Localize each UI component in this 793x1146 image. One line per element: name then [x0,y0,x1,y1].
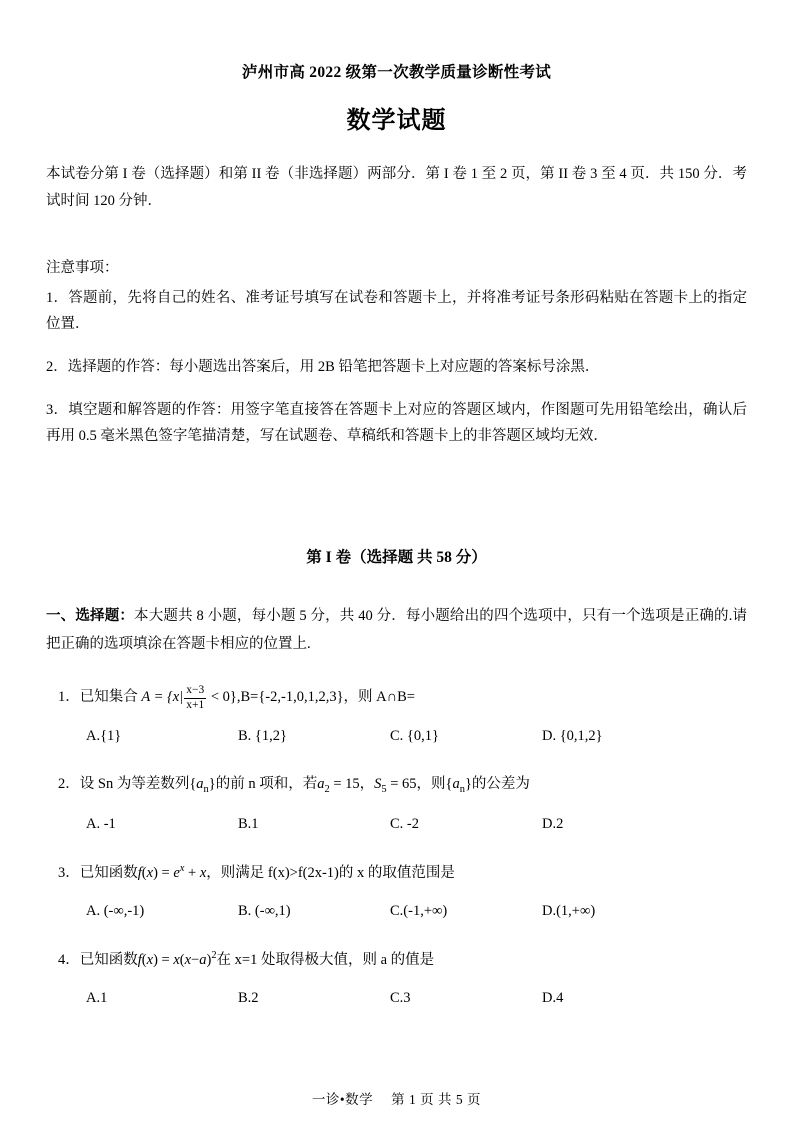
question-1-fraction-numerator: x−3 [186,684,205,697]
question-1-number: 1． [58,689,80,706]
question-3-options [46,903,747,920]
question-4-option-a[interactable]: A.1 [86,990,108,1007]
choice-section-label: 一、选择题： [46,608,135,625]
notice-item-1: 1．答题前，先将自己的姓名、准考证号填写在试卷和答题卡上，并将准考证号条形码粘贴在答题卡上的指定位置． [46,289,747,332]
page-subtitle: 数学试题 [346,108,447,134]
question-1-option-c[interactable]: C. {0,1} [390,727,439,744]
question-2-number: 2． [58,775,80,792]
notice-item-2: 2．选择题的作答：每小题选出答案后，用 2B 铅笔把答题卡上对应题的答案标号涂黑． [46,358,600,375]
choice-section-text: 本大题共 8 小题，每小题 5 分，共 40 分．每小题给出的四个选项中，只有一个选项是正确的.请把正确的选项填涂在答题卡相应的位置上. [46,608,748,652]
question-3: 3．已知函数$f(x) = e^x + x$，则满足 f(x)>f(2x-1)的 x 的取值范围是 [58,862,455,881]
question-3-number: 3． [58,864,80,881]
question-2-option-c[interactable]: C. -2 [390,815,419,832]
page-title: 泸州市高 2022 级第一次教学质量诊断性考试 [241,64,552,81]
notice-item-3: 3．填空题和解答题的作答：用签字笔直接答在答题卡上对应的答题区域内，作图题可先用铅笔绘出，确认后再用 0.5 毫米黑色签字笔描清楚，写在试题卷、草稿纸和答题卡上的非答题区域均无效． [46,402,747,445]
question-2-option-a[interactable]: A. -1 [86,815,116,832]
question-2: 2．设 Sn 为等差数列$\{a_n\}$的前 n 项和，若$a_2 = 15$，$S_5 = 65$，则$\{a_n\}$的公差为 [58,775,530,795]
section-title: 第 I 卷（选择题 共 58 分） [306,549,487,567]
question-1-formula-lead: A = {x| [141,689,184,706]
question-1-text-after: ,B={-2,-1,0,1,2,3}，则 A∩B= [236,689,415,706]
footer-page-info: 第 1 页 共 5 页 [391,1092,482,1107]
question-1 [46,684,747,712]
question-3-option-c[interactable]: C.(-1,+∞) [390,902,448,919]
question-1-formula-tail: < 0} [207,689,237,706]
question-4-number: 4． [58,951,80,968]
question-1-option-b[interactable]: B. {1,2} [238,727,287,744]
question-1-option-d[interactable]: D. {0,1,2} [542,727,603,744]
question-4-options [46,990,747,1007]
choice-section-instructions [46,603,747,658]
question-3-option-d[interactable]: D.(1,+∞) [542,902,596,919]
question-1-fraction [184,684,206,711]
question-4-option-c[interactable]: C.3 [390,990,411,1007]
page-footer [0,1088,793,1108]
footer-label: 一诊•数学 [311,1092,374,1107]
question-4-option-b[interactable]: B.2 [238,990,259,1007]
intro-paragraph: 本试卷分第 I 卷（选择题）和第 II 卷（非选择题）两部分．第 I 卷 1 至 2 页，第 II 卷 3 至 4 页．共 150 分．考试时间 120 分钟． [46,166,747,209]
question-2-options [46,816,747,833]
notice-heading: 注意事项： [46,259,119,276]
question-1-lead: 已知集合 [79,689,142,706]
question-3-option-a[interactable]: A. (-∞,-1) [86,902,145,919]
question-3-option-b[interactable]: B. (-∞,1) [238,902,291,919]
question-1-options [46,728,747,745]
question-1-fraction-denominator: x+1 [186,698,205,711]
question-4: 4．已知函数$f(x) = x(x-a)^2$在 x=1 处取得极大值，则 a 的值是 [58,949,435,968]
question-1-option-a[interactable]: A.{1} [86,727,122,744]
question-2-option-b[interactable]: B.1 [238,815,259,832]
question-4-option-d[interactable]: D.4 [542,990,564,1007]
question-2-option-d[interactable]: D.2 [542,815,564,832]
